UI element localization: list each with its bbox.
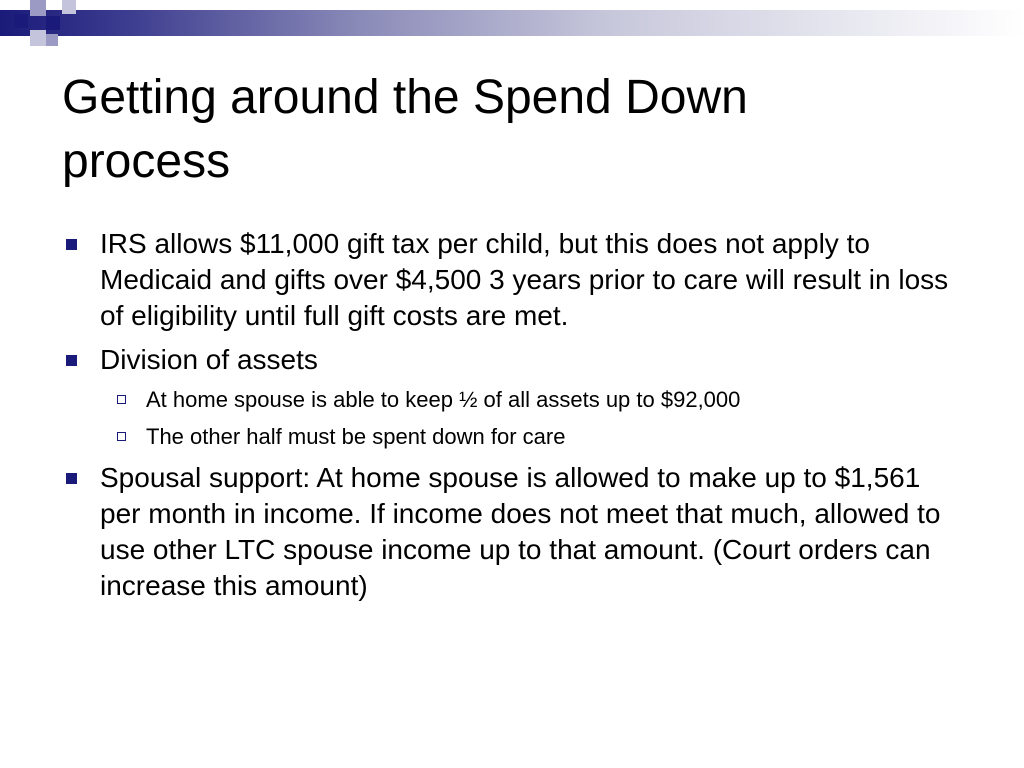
- decorative-square: [30, 30, 46, 46]
- sub-bullet-item: [62, 386, 962, 414]
- bullet-text: IRS allows $11,000 gift tax per child, but this does not apply to Medicaid and gifts over $4,500 3 years prior to care will result in loss of eligibility until full gift costs are met.: [100, 228, 949, 331]
- slide-content: [62, 226, 962, 612]
- square-bullet-icon: [66, 239, 77, 250]
- decorative-square: [62, 0, 76, 14]
- bullet-item: [62, 460, 962, 604]
- slide-title-line-1: Getting around the Spend Down: [62, 71, 748, 124]
- slide-title: [62, 66, 962, 194]
- header-gradient-bar: [0, 10, 1024, 36]
- hollow-square-bullet-icon: [117, 395, 126, 404]
- sub-bullet-text: At home spouse is able to keep ½ of all assets up to $92,000: [146, 387, 741, 412]
- decorative-square: [14, 14, 28, 28]
- bullet-text: Division of assets: [100, 344, 318, 375]
- bullet-item: [62, 226, 962, 334]
- bullet-text: Spousal support: At home spouse is allowed to make up to $1,561 per month in income. If income does not meet that much, allowed to use other LTC spouse income up to that amount. (Court orders can increase this amount): [100, 462, 941, 601]
- sub-bullet-text: The other half must be spent down for care: [146, 424, 566, 449]
- sub-bullet-list: [62, 386, 962, 451]
- sub-bullet-item: [62, 423, 962, 451]
- square-bullet-icon: [66, 355, 77, 366]
- decorative-square: [46, 34, 58, 46]
- decorative-square: [46, 16, 60, 30]
- decorative-square: [30, 0, 46, 16]
- hollow-square-bullet-icon: [117, 432, 126, 441]
- slide-title-line-2: process: [62, 135, 231, 188]
- bullet-item: [62, 342, 962, 378]
- square-bullet-icon: [66, 473, 77, 484]
